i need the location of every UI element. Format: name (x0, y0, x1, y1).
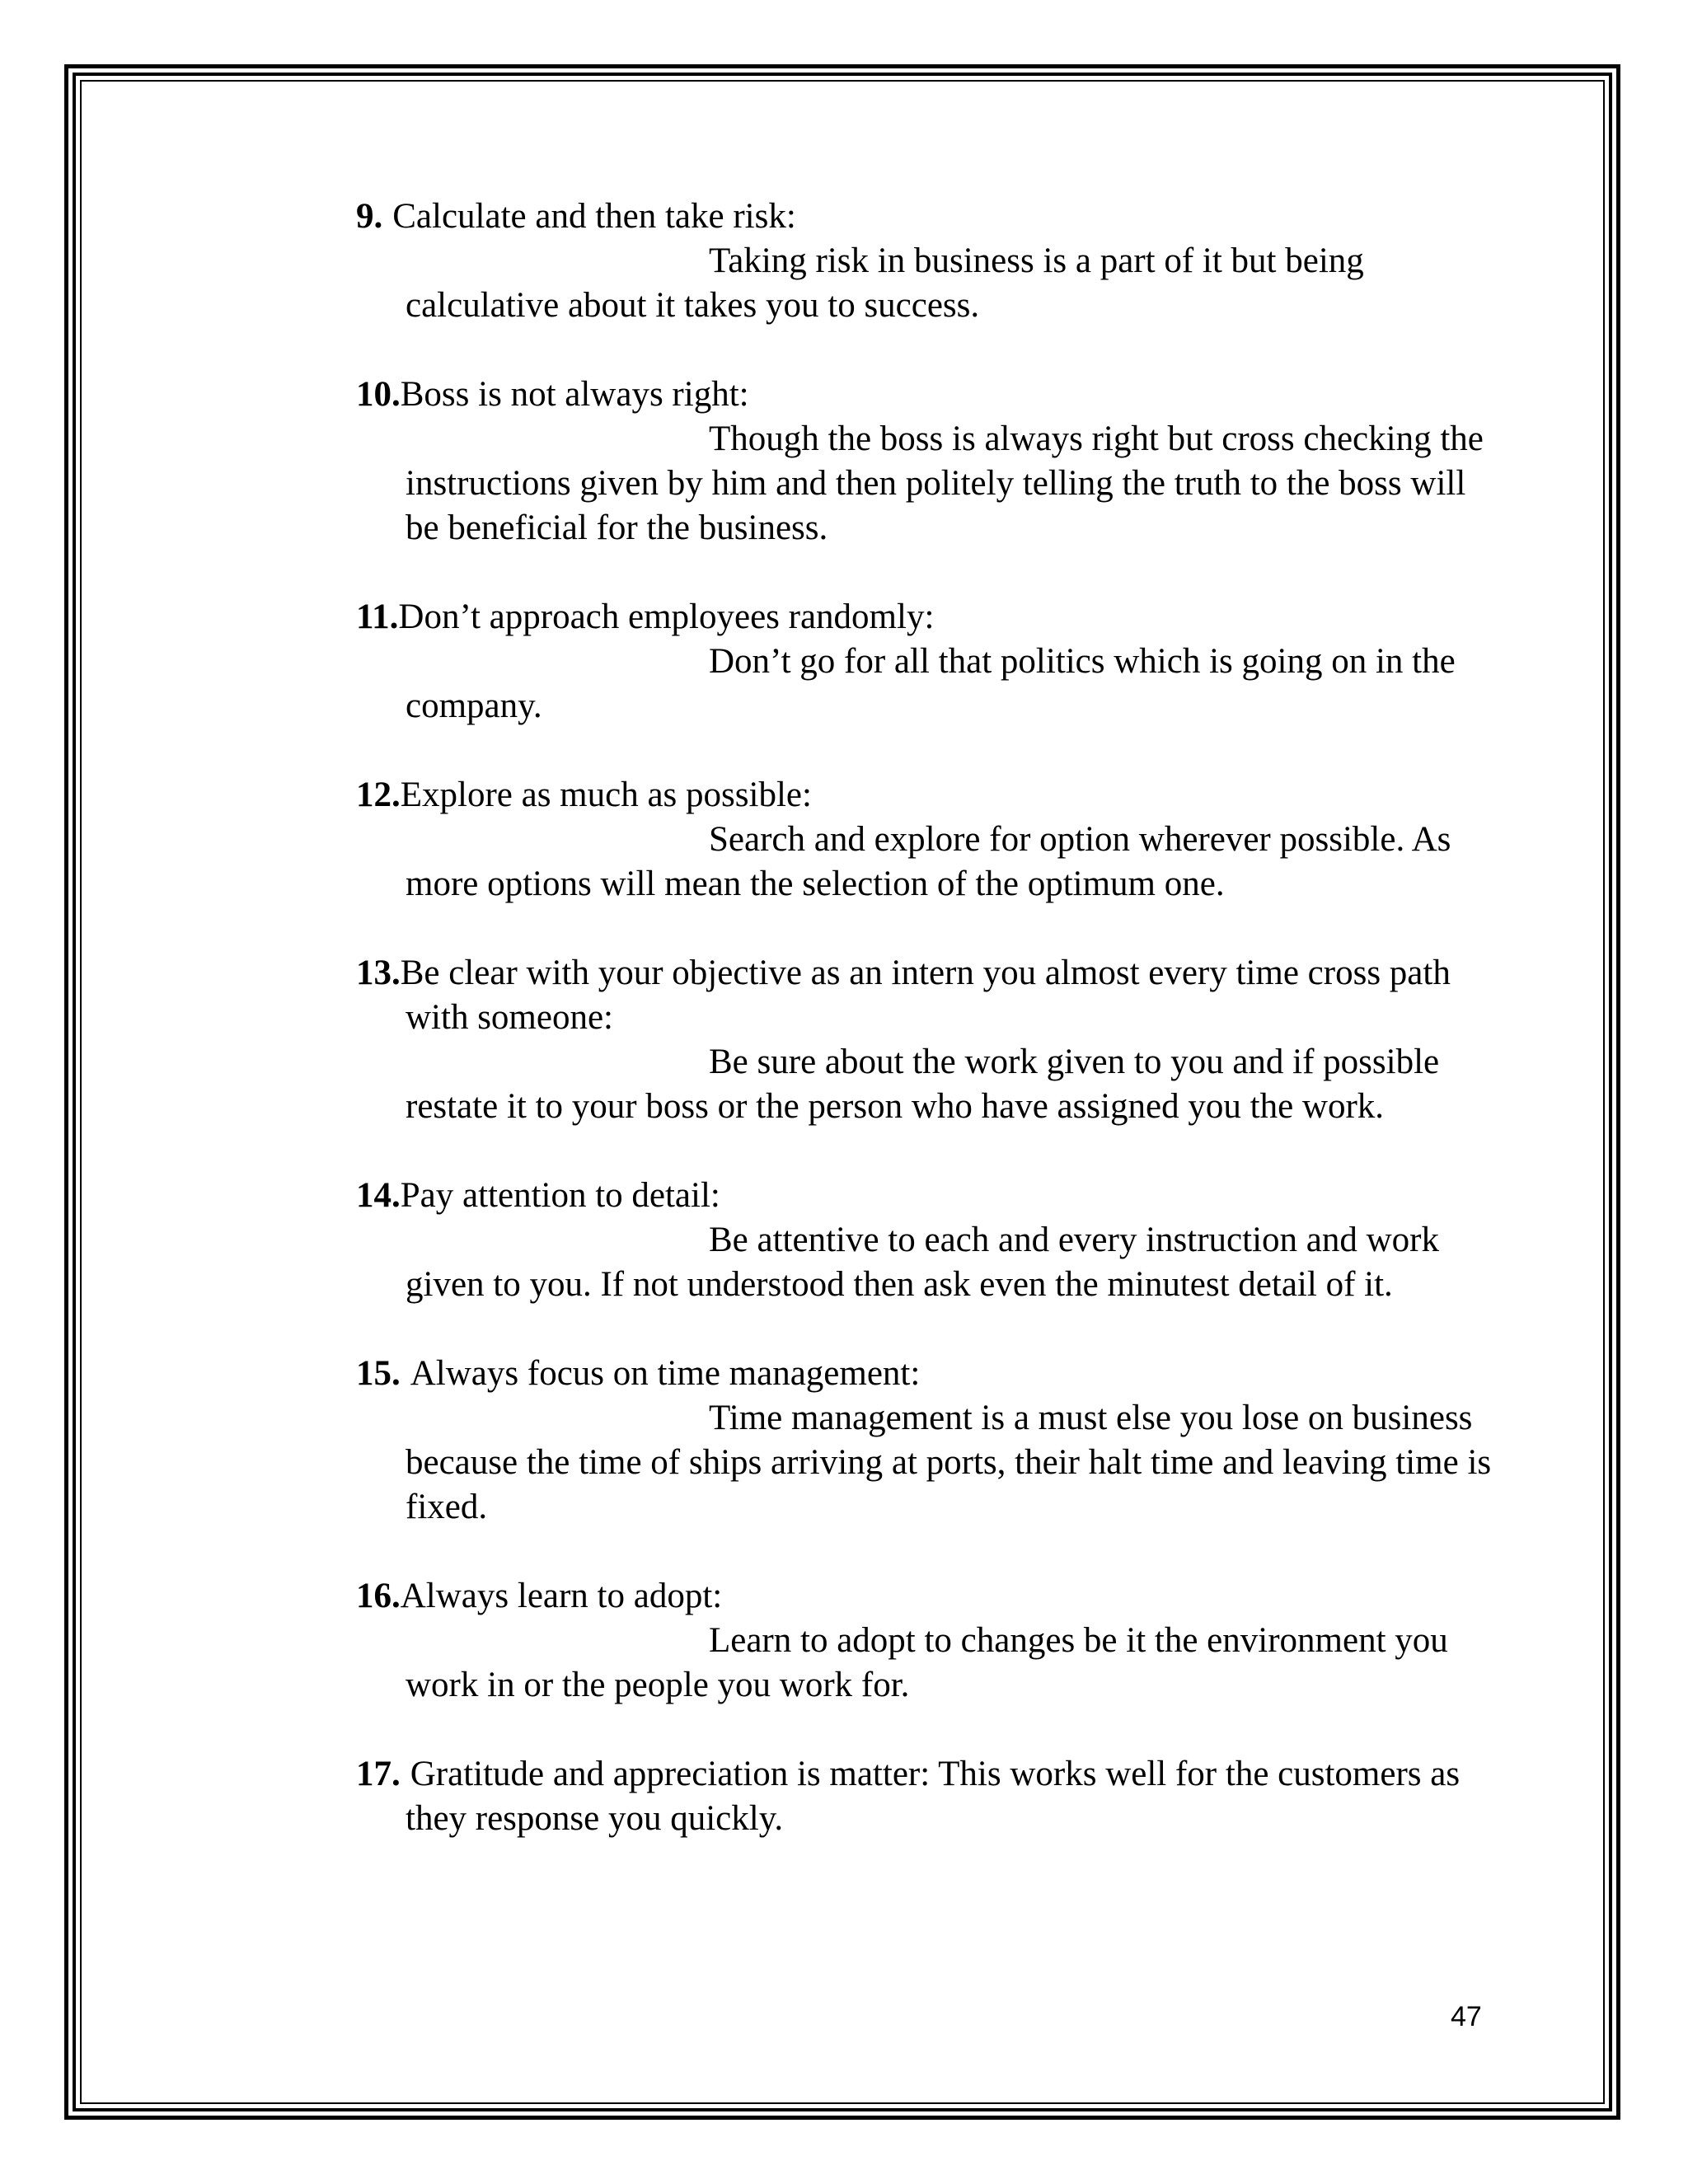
item-heading (356, 194, 1493, 239)
page-number: 47 (1451, 2001, 1482, 2032)
item-body-text: Be attentive to each and every instruction and work given to you. If not understood then ask even the minutest detail of it. (406, 1221, 1439, 1304)
item-heading-text: Pay attention to detail: (400, 1176, 720, 1215)
list-item-13 (356, 951, 1493, 1129)
document-body (356, 194, 1493, 1886)
item-heading (356, 595, 1493, 640)
item-body-text: Don’t go for all that politics which is going on in the company. (406, 642, 1456, 725)
list-item-16 (356, 1574, 1493, 1708)
list-item-11 (356, 595, 1493, 729)
item-body-text: Search and explore for option wherever possible. As more options will mean the selection of the optimum one. (406, 820, 1451, 903)
item-heading-text: Calculate and then take risk: (392, 197, 796, 236)
item-heading (356, 1752, 1493, 1841)
item-body (356, 1040, 1493, 1129)
item-heading (356, 1174, 1493, 1218)
item-heading (356, 1574, 1493, 1619)
item-heading (356, 773, 1493, 818)
item-body-text: Be sure about the work given to you and if possible restate it to your boss or the person who have assigned you the work. (406, 1043, 1440, 1126)
item-heading-text: Always learn to adopt: (400, 1577, 723, 1615)
item-heading-text: Gratitude and appreciation is matter: This works well for the customers as they response you quickly. (406, 1755, 1461, 1838)
item-number: 10. (356, 375, 401, 414)
item-heading (356, 373, 1493, 417)
item-number: 11. (356, 598, 399, 636)
item-number: 17. (356, 1755, 401, 1793)
list-item-12 (356, 773, 1493, 907)
item-body (356, 1396, 1493, 1530)
item-body (356, 1619, 1493, 1708)
item-heading-text: Explore as much as possible: (400, 776, 812, 814)
item-heading-text: Be clear with your objective as an intern you almost every time cross path with someone: (400, 954, 1451, 1037)
item-body-text: Though the boss is always right but cross checking the instructions given by him and then politely telling the truth to the boss will be beneficial for the business. (406, 419, 1484, 547)
item-body (356, 818, 1493, 907)
item-heading (356, 1352, 1493, 1396)
list-item-14 (356, 1174, 1493, 1307)
list-item-15 (356, 1352, 1493, 1530)
item-heading-text: Don’t approach employees randomly: (398, 598, 935, 636)
item-body-text: Taking risk in business is a part of it but being calculative about it takes you to success. (406, 241, 1364, 325)
item-heading-text: Boss is not always right: (400, 375, 749, 414)
item-body (356, 640, 1493, 729)
item-heading (356, 951, 1493, 1040)
item-body-text: Time management is a must else you lose on business because the time of ships arriving at ports, their halt time and leaving time is fixed. (406, 1399, 1492, 1526)
item-body (356, 239, 1493, 328)
item-number: 15. (356, 1354, 401, 1393)
item-body (356, 417, 1493, 551)
item-number: 9. (356, 197, 383, 236)
item-number: 14. (356, 1176, 401, 1215)
item-body-text: Learn to adopt to changes be it the environment you work in or the people you work for. (406, 1621, 1448, 1704)
list-item-10 (356, 373, 1493, 551)
item-number: 16. (356, 1577, 401, 1615)
item-number: 13. (356, 954, 401, 992)
item-body (356, 1218, 1493, 1307)
list-item-17 (356, 1752, 1493, 1841)
list-item-9 (356, 194, 1493, 328)
item-number: 12. (356, 776, 401, 814)
item-heading-text: Always focus on time management: (410, 1354, 921, 1393)
